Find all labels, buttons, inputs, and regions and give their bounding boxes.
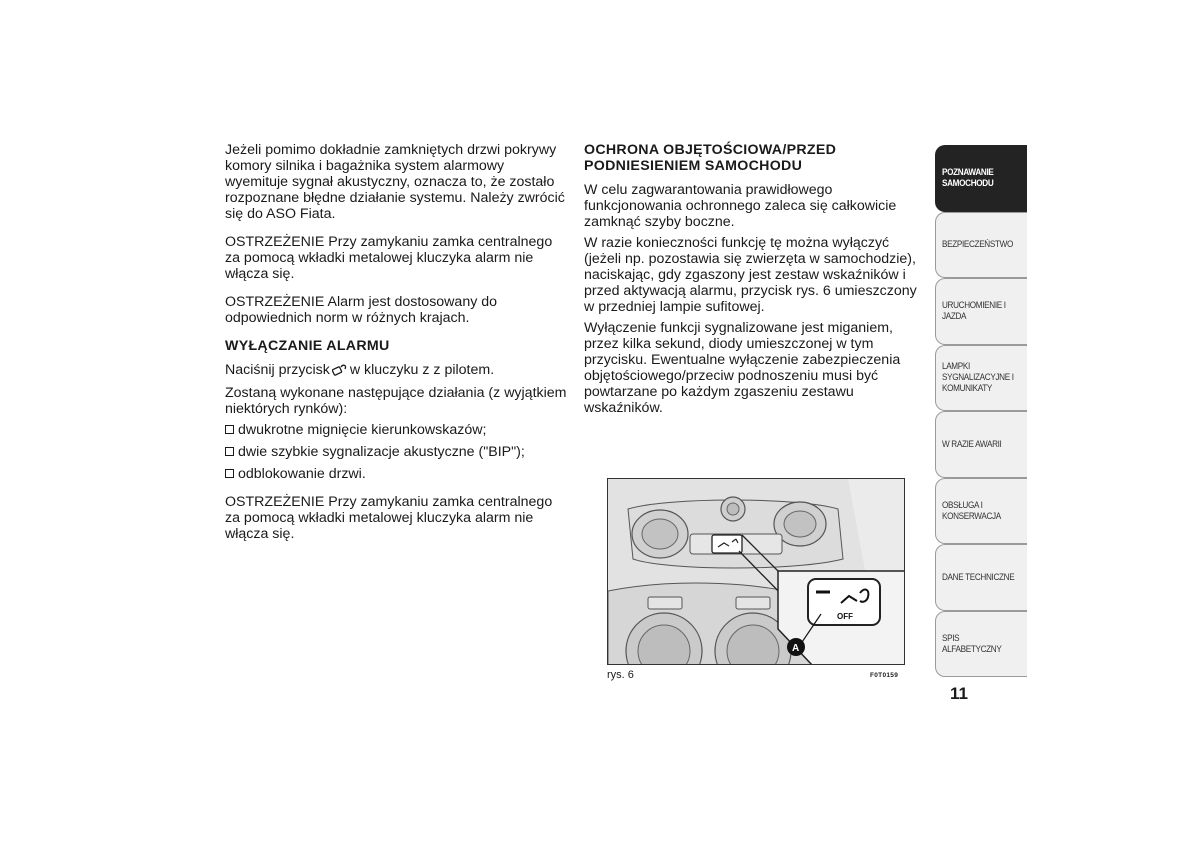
tab-poznawanie-samochodu[interactable]: POZNAWANIE SAMOCHODU: [935, 145, 1027, 212]
tab-uruchomienie-i-jazda[interactable]: URUCHOMIENIE I JAZDA: [935, 278, 1027, 345]
press-button-suffix: w kluczyku z z pilotem.: [349, 362, 495, 378]
warning-central-lock-2: OSTRZEŻENIE Przy zamykaniu zamka centralnego za pomocą wkładki metalowej kluczyka alarm nie włącza się.: [225, 494, 553, 542]
heading-disarm-alarm: WYŁĄCZANIE ALARMU: [225, 338, 390, 354]
list-item: dwukrotne mignięcie kierunkowskazów;: [225, 422, 570, 438]
paragraph-actions: Zostaną wykonane następujące działania (z wyjątkiem niektórych rynków):: [225, 385, 567, 417]
callout-label: A: [792, 643, 800, 654]
tab-spis-alfabetyczny[interactable]: SPIS ALFABETYCZNY: [935, 611, 1027, 678]
figure-code: F0T0159: [870, 672, 899, 679]
section-tabs: [935, 145, 1027, 677]
actions-list: [225, 422, 570, 482]
warning-central-lock: OSTRZEŻENIE Przy zamykaniu zamka centralnego za pomocą wkładki metalowej kluczyka alarm nie włącza się.: [225, 234, 553, 282]
tab-lampki-sygnalizacyjne[interactable]: LAMPKI SYGNALIZACYJNE I KOMUNIKATY: [935, 345, 1027, 412]
tab-dane-techniczne[interactable]: DANE TECHNICZNE: [935, 544, 1027, 611]
paragraph-led-signal: Wyłączenie funkcji sygnalizowane jest miganiem, przez kilka sekund, diody umieszczonej w tym przycisku. Ewentualne wyłączenie zabezpieczenia objętościowego/przeciw podnoszeniu musi być powtarzane po każdym zgaszeniu zestawu wskaźników.: [584, 320, 901, 416]
figure-caption: rys. 6: [607, 669, 634, 681]
list-item: dwie szybkie sygnalizacje akustyczne ("BIP");: [225, 444, 570, 460]
warning-norms: OSTRZEŻENIE Alarm jest dostosowany do odpowiednich norm w różnych krajach.: [225, 294, 498, 326]
checkbox-bullet-icon: [225, 425, 234, 434]
right-column: [584, 142, 924, 428]
unlock-key-icon: [332, 364, 348, 380]
off-label: OFF: [837, 612, 853, 621]
left-column: [225, 142, 570, 554]
tab-bezpieczenstwo[interactable]: BEZPIECZEŃSTWO: [935, 212, 1027, 279]
heading-volumetric-protection: OCHRONA OBJĘTOŚCIOWA/PRZED PODNIESIENIEM SAMOCHODU: [584, 142, 837, 174]
paragraph-press-button: [225, 362, 570, 380]
ceiling-lamp-illustration: [608, 479, 905, 665]
paragraph-close-windows: W celu zagwarantowania prawidłowego funkcjonowania ochronnego zaleca się całkowicie zamknąć szyby boczne.: [584, 182, 897, 230]
tab-w-razie-awarii[interactable]: W RAZIE AWARII: [935, 411, 1027, 478]
figure-ceiling-lamp: [607, 478, 905, 665]
checkbox-bullet-icon: [225, 469, 234, 478]
tab-obsluga-i-konserwacja[interactable]: OBSŁUGA I KONSERWACJA: [935, 478, 1027, 545]
checkbox-bullet-icon: [225, 447, 234, 456]
page-number: 11: [950, 684, 968, 703]
paragraph-false-alarm: Jeżeli pomimo dokładnie zamkniętych drzwi pokrywy komory silnika i bagażnika system alarmowy wyemituje sygnał akustyczny, oznacza to, że zostało rozpoznane błędne działanie systemu. Należy zwrócić się do ASO Fiata.: [225, 142, 565, 222]
press-button-text: Naciśnij przycisk: [225, 362, 330, 378]
paragraph-disable-function: W razie konieczności funkcję tę można wyłączyć (jeżeli np. pozostawia się zwierzęta w samochodzie), naciskając, gdy zgaszony jest zestaw wskaźników i przed aktywacją alarmu, przycisk rys. 6 umieszczony w przedniej lampie sufitowej.: [584, 235, 917, 315]
list-item: odblokowanie drzwi.: [225, 466, 570, 482]
